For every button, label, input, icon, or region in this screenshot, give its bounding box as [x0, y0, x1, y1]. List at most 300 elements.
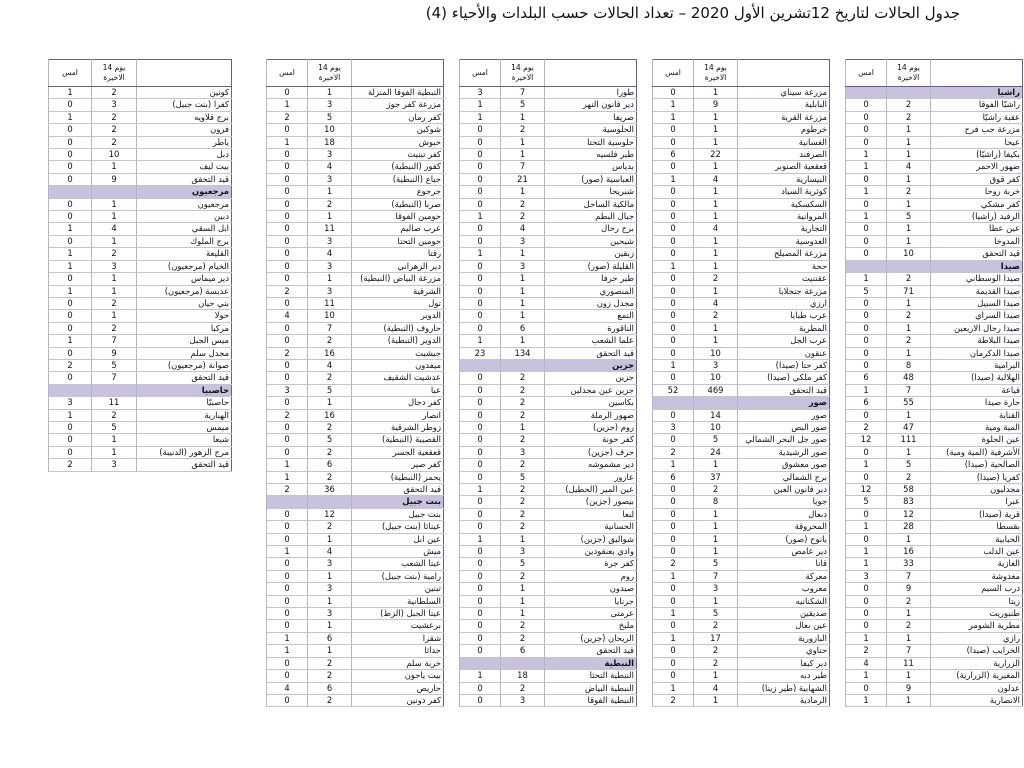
last-14-days-cases: 1 — [92, 446, 137, 458]
last-14-days-cases: 1 — [887, 446, 931, 458]
town-name: حولا — [137, 310, 232, 322]
table-row — [49, 446, 232, 458]
district-section-row — [460, 359, 637, 371]
table-row — [49, 421, 232, 433]
last-14-days-cases: 55 — [887, 397, 931, 409]
last-14-days-cases: 1 — [887, 223, 931, 235]
last-14-days-cases: 5 — [92, 421, 137, 433]
last-14-days-cases: 83 — [887, 496, 931, 508]
table-row — [267, 608, 444, 620]
last-14-days-cases: 2 — [501, 682, 545, 694]
town-name: ميمس — [137, 421, 232, 433]
yesterday-cases: 1 — [846, 186, 887, 198]
table-row — [846, 111, 1023, 123]
town-name: جبشيت — [352, 347, 444, 359]
yesterday-cases: 0 — [460, 508, 501, 520]
last-14-days-cases: 3 — [501, 260, 545, 272]
last-14-days-cases: 9 — [92, 173, 137, 185]
last-14-days-cases: 1 — [501, 297, 545, 309]
town-name: انصار — [352, 409, 444, 421]
yesterday-cases: 0 — [267, 397, 308, 409]
last-14-days-cases: 7 — [92, 335, 137, 347]
town-name: عيحا — [931, 136, 1023, 148]
last-14-days-cases: 2 — [92, 87, 137, 99]
last-14-days-cases: 1 — [887, 297, 931, 309]
last-14-days-cases: 3 — [308, 285, 352, 297]
last-14-days-cases: 1 — [501, 310, 545, 322]
yesterday-cases: 1 — [846, 384, 887, 396]
last-14-days-cases: 5 — [887, 211, 931, 223]
town-name: مجدل زون — [545, 297, 637, 309]
yesterday-cases: 1 — [653, 608, 694, 620]
yesterday-cases: 0 — [460, 682, 501, 694]
yesterday-cases: 0 — [460, 645, 501, 657]
table-row — [460, 223, 637, 235]
table-row — [49, 260, 232, 272]
town-name: قيد التحقق — [738, 384, 830, 396]
last-14-days-cases: 1 — [694, 87, 738, 99]
last-14-days-cases: 36 — [308, 484, 352, 496]
yesterday-cases: 0 — [267, 149, 308, 161]
town-name: كفر ملكي (صيدا) — [738, 372, 830, 384]
header-yesterday: امس — [846, 60, 887, 87]
town-name: عيتا الجبل (الزط) — [352, 608, 444, 620]
last-14-days-cell — [501, 657, 545, 669]
yesterday-cell — [846, 87, 887, 99]
last-14-days-cases: 12 — [887, 508, 931, 520]
table-row — [653, 446, 830, 458]
table-row — [653, 173, 830, 185]
last-14-days-cases: 10 — [694, 372, 738, 384]
table-row — [49, 397, 232, 409]
table-row — [653, 273, 830, 285]
town-name: عين ابل — [352, 533, 444, 545]
yesterday-cases: 0 — [653, 285, 694, 297]
town-name: الغازية — [931, 558, 1023, 570]
town-name: صور البص — [738, 421, 830, 433]
last-14-days-cases: 3 — [308, 583, 352, 595]
last-14-days-cases: 469 — [694, 384, 738, 396]
last-14-days-cases: 1 — [501, 136, 545, 148]
last-14-days-cases: 3 — [308, 173, 352, 185]
town-name: عرب طبايا — [738, 310, 830, 322]
header-location — [137, 60, 232, 87]
town-name: الشكنانيه — [738, 595, 830, 607]
table-row — [267, 372, 444, 384]
town-name: بني حيان — [137, 297, 232, 309]
last-14-days-cases: 2 — [308, 521, 352, 533]
town-name: رامية (بنت جبيل) — [352, 570, 444, 582]
table-row — [49, 297, 232, 309]
last-14-days-cases: 1 — [887, 533, 931, 545]
yesterday-cases: 0 — [653, 670, 694, 682]
yesterday-cases: 6 — [653, 471, 694, 483]
last-14-days-cases: 5 — [694, 434, 738, 446]
yesterday-cases: 0 — [846, 409, 887, 421]
table-row — [846, 421, 1023, 433]
yesterday-cases: 6 — [846, 372, 887, 384]
yesterday-cases: 0 — [460, 124, 501, 136]
yesterday-cases: 4 — [267, 682, 308, 694]
town-name: حبوش — [352, 136, 444, 148]
town-name: مالكية الساحل — [545, 198, 637, 210]
last-14-days-cell — [92, 186, 137, 198]
town-name: حلوسية التحتا — [545, 136, 637, 148]
district-section-row — [846, 260, 1023, 272]
last-14-days-cases: 1 — [501, 608, 545, 620]
table-row — [460, 372, 637, 384]
yesterday-cases: 0 — [460, 285, 501, 297]
last-14-days-cases: 3 — [501, 235, 545, 247]
yesterday-cell — [846, 260, 887, 272]
yesterday-cases: 0 — [460, 632, 501, 644]
table-row — [653, 508, 830, 520]
yesterday-cases: 0 — [846, 682, 887, 694]
last-14-days-cases: 3 — [92, 99, 137, 111]
table-row — [49, 372, 232, 384]
yesterday-cases: 0 — [49, 322, 92, 334]
last-14-days-cases: 47 — [887, 421, 931, 433]
cases-table-rashaya-saida — [845, 59, 1023, 707]
table-row — [846, 459, 1023, 471]
yesterday-cases: 0 — [267, 508, 308, 520]
table-row — [653, 484, 830, 496]
town-name: شبعا — [137, 434, 232, 446]
town-name: صور جل البحر الشمالي — [738, 434, 830, 446]
yesterday-cases: 0 — [267, 670, 308, 682]
town-name: زيتا — [931, 595, 1023, 607]
last-14-days-cases: 1 — [501, 285, 545, 297]
town-name: خربة سلم — [352, 657, 444, 669]
yesterday-cases: 0 — [653, 484, 694, 496]
yesterday-cases: 0 — [460, 223, 501, 235]
yesterday-cases: 23 — [460, 347, 501, 359]
town-name: كفريا (صيدا) — [931, 471, 1023, 483]
last-14-days-cases: 1 — [308, 397, 352, 409]
yesterday-cases: 1 — [846, 149, 887, 161]
town-name: الزرارية — [931, 657, 1023, 669]
last-14-days-cell — [308, 496, 352, 508]
last-14-days-cases: 2 — [92, 297, 137, 309]
town-name: قانا — [738, 558, 830, 570]
yesterday-cases: 0 — [653, 248, 694, 260]
yesterday-cases: 12 — [846, 434, 887, 446]
yesterday-cases: 1 — [846, 521, 887, 533]
town-name: بيت ياحون — [352, 670, 444, 682]
town-name: حومين التحتا — [352, 235, 444, 247]
table-row — [846, 384, 1023, 396]
town-name: قيد التحقق — [545, 347, 637, 359]
yesterday-cases: 2 — [267, 484, 308, 496]
last-14-days-cases: 4 — [501, 223, 545, 235]
yesterday-cases: 4 — [267, 310, 308, 322]
yesterday-cases: 0 — [653, 508, 694, 520]
table-row — [49, 310, 232, 322]
yesterday-cases: 0 — [267, 223, 308, 235]
last-14-days-cases: 11 — [308, 297, 352, 309]
table-row — [460, 595, 637, 607]
town-name: مزرعة سيناي — [738, 87, 830, 99]
yesterday-cases: 0 — [267, 521, 308, 533]
last-14-days-cases: 9 — [887, 583, 931, 595]
last-14-days-cases: 5 — [501, 471, 545, 483]
last-14-days-cases: 1 — [308, 570, 352, 582]
town-name: عين بعال — [738, 620, 830, 632]
table-row — [49, 285, 232, 297]
last-14-days-cases: 7 — [501, 161, 545, 173]
town-name: مرج الزهور (الدنيبة) — [137, 446, 232, 458]
town-name: حارة صيدا — [931, 397, 1023, 409]
table-row — [49, 87, 232, 99]
town-name: طورا — [545, 87, 637, 99]
table-row — [49, 409, 232, 421]
yesterday-cases: 2 — [49, 359, 92, 371]
last-14-days-cases: 2 — [694, 310, 738, 322]
table-header-row — [49, 60, 232, 87]
table-row — [267, 409, 444, 421]
yesterday-cases: 1 — [460, 484, 501, 496]
yesterday-cases: 0 — [846, 322, 887, 334]
table-header-row — [846, 60, 1023, 87]
yesterday-cases: 0 — [846, 235, 887, 247]
cases-table — [652, 59, 830, 707]
town-name: وادي بعنقودين — [545, 546, 637, 558]
town-name: شقرا — [352, 632, 444, 644]
yesterday-cases: 0 — [653, 645, 694, 657]
last-14-days-cases: 2 — [501, 124, 545, 136]
yesterday-cases: 1 — [846, 273, 887, 285]
table-row — [460, 409, 637, 421]
last-14-days-cases: 1 — [501, 533, 545, 545]
cases-table-tyre-jezzine-nabatieh — [459, 59, 637, 707]
last-14-days-cases: 134 — [501, 347, 545, 359]
last-14-days-cases: 10 — [694, 347, 738, 359]
table-row — [267, 570, 444, 582]
yesterday-cases: 2 — [846, 421, 887, 433]
table-row — [653, 632, 830, 644]
table-row — [460, 397, 637, 409]
town-name: مزرعة البياض (النبطية) — [352, 273, 444, 285]
yesterday-cases: 0 — [460, 421, 501, 433]
yesterday-cases: 0 — [846, 595, 887, 607]
last-14-days-cases: 2 — [501, 496, 545, 508]
yesterday-cases: 0 — [653, 546, 694, 558]
table-row — [460, 186, 637, 198]
town-name: جزين عين مجدلين — [545, 384, 637, 396]
last-14-days-cases: 4 — [887, 161, 931, 173]
town-name: عين المير (الحطيل) — [545, 484, 637, 496]
last-14-days-cases: 3 — [501, 546, 545, 558]
table-row — [460, 496, 637, 508]
table-row — [846, 471, 1023, 483]
yesterday-cases: 0 — [653, 409, 694, 421]
last-14-days-cases: 2 — [501, 459, 545, 471]
last-14-days-cases: 6 — [308, 682, 352, 694]
last-14-days-cases: 1 — [501, 186, 545, 198]
last-14-days-cases: 2 — [501, 484, 545, 496]
town-name: جباع (النبطية) — [352, 173, 444, 185]
yesterday-cases: 0 — [460, 322, 501, 334]
table-row — [460, 471, 637, 483]
town-name: القليعة — [137, 248, 232, 260]
district-name: جزين — [545, 359, 637, 371]
town-name: صريفا — [545, 111, 637, 123]
town-name: علما الشعب — [545, 335, 637, 347]
yesterday-cases: 2 — [267, 285, 308, 297]
yesterday-cases: 0 — [49, 124, 92, 136]
town-name: جويا — [738, 496, 830, 508]
town-name: عقبة راشيّا — [931, 111, 1023, 123]
last-14-days-cases: 1 — [694, 335, 738, 347]
table-row — [460, 235, 637, 247]
table-row — [653, 384, 830, 396]
town-name: بيت ليف — [137, 161, 232, 173]
yesterday-cases: 0 — [460, 173, 501, 185]
town-name: السلطانية — [352, 595, 444, 607]
yesterday-cases: 0 — [460, 546, 501, 558]
town-name: النبطية الفوقا المنزلة — [352, 87, 444, 99]
table-row — [460, 248, 637, 260]
town-name: بيصور (جزين) — [545, 496, 637, 508]
yesterday-cases: 6 — [846, 397, 887, 409]
yesterday-cases: 0 — [846, 297, 887, 309]
yesterday-cases: 1 — [267, 546, 308, 558]
last-14-days-cases: 1 — [92, 161, 137, 173]
district-section-row — [653, 397, 830, 409]
table-row — [267, 484, 444, 496]
yesterday-cases: 1 — [49, 285, 92, 297]
yesterday-cases: 1 — [653, 111, 694, 123]
town-name: عرب صاليم — [352, 223, 444, 235]
town-name: تبنين — [352, 583, 444, 595]
yesterday-cases: 0 — [267, 235, 308, 247]
last-14-days-cases: 10 — [694, 421, 738, 433]
last-14-days-cases: 5 — [887, 459, 931, 471]
yesterday-cases: 1 — [267, 136, 308, 148]
yesterday-cases: 0 — [653, 136, 694, 148]
yesterday-cases: 0 — [460, 186, 501, 198]
town-name: عدشيت الشقيف — [352, 372, 444, 384]
yesterday-cases: 0 — [49, 198, 92, 210]
yesterday-cases: 0 — [267, 595, 308, 607]
yesterday-cases: 0 — [460, 471, 501, 483]
yesterday-cases: 0 — [460, 310, 501, 322]
last-14-days-cases: 1 — [887, 632, 931, 644]
yesterday-cases: 0 — [653, 211, 694, 223]
town-name: دير ميماس — [137, 273, 232, 285]
yesterday-cases: 0 — [653, 372, 694, 384]
town-name: عدلون — [931, 682, 1023, 694]
table-row — [653, 285, 830, 297]
table-row — [653, 359, 830, 371]
last-14-days-cases: 1 — [694, 186, 738, 198]
table-row — [846, 359, 1023, 371]
town-name: مزرعة جنجلايا — [738, 285, 830, 297]
yesterday-cases: 0 — [267, 335, 308, 347]
last-14-days-cases: 58 — [887, 484, 931, 496]
table-row — [49, 198, 232, 210]
yesterday-cases: 3 — [460, 87, 501, 99]
yesterday-cases: 0 — [49, 136, 92, 148]
yesterday-cases: 0 — [653, 310, 694, 322]
yesterday-cases: 0 — [460, 136, 501, 148]
town-name: برج رحال — [545, 223, 637, 235]
last-14-days-cases: 10 — [92, 149, 137, 161]
table-row — [846, 645, 1023, 657]
yesterday-cases: 0 — [653, 273, 694, 285]
table-row — [267, 670, 444, 682]
yesterday-cases: 0 — [460, 273, 501, 285]
town-name: الحبابية — [931, 533, 1023, 545]
town-name: كفر قوق — [931, 173, 1023, 185]
town-name: طير فلسيه — [545, 149, 637, 161]
last-14-days-cases: 6 — [501, 322, 545, 334]
town-name: عين عطا — [931, 223, 1023, 235]
last-14-days-cases: 7 — [887, 645, 931, 657]
yesterday-cases: 1 — [846, 211, 887, 223]
last-14-days-cases: 5 — [308, 384, 352, 396]
town-name: عرب الجل — [738, 335, 830, 347]
last-14-days-cases: 11 — [887, 657, 931, 669]
cases-table-marjayoun-hasbaya — [48, 59, 232, 472]
last-14-days-cases: 2 — [501, 372, 545, 384]
last-14-days-cases: 48 — [887, 372, 931, 384]
yesterday-cases: 0 — [460, 521, 501, 533]
table-row — [267, 136, 444, 148]
table-row — [460, 632, 637, 644]
yesterday-cases: 0 — [846, 111, 887, 123]
yesterday-cases: 0 — [846, 136, 887, 148]
yesterday-cases: 0 — [460, 235, 501, 247]
last-14-days-cases: 3 — [308, 149, 352, 161]
table-row — [49, 211, 232, 223]
yesterday-cases: 2 — [653, 446, 694, 458]
table-row — [460, 297, 637, 309]
town-name: روم — [545, 570, 637, 582]
district-name: صيدا — [931, 260, 1023, 272]
table-row — [653, 347, 830, 359]
last-14-days-cases: 2 — [694, 620, 738, 632]
table-row — [460, 533, 637, 545]
table-row — [460, 484, 637, 496]
table-row — [653, 235, 830, 247]
last-14-days-cases: 1 — [887, 670, 931, 682]
table-row — [49, 173, 232, 185]
yesterday-cases: 0 — [846, 583, 887, 595]
town-name: كفر رمان — [352, 111, 444, 123]
town-name: حناوي — [738, 645, 830, 657]
town-name: المطرية — [738, 322, 830, 334]
last-14-days-cases: 1 — [308, 595, 352, 607]
header-last-14-days: 14 يوم الاخيرة — [501, 60, 545, 87]
last-14-days-cases: 1 — [92, 310, 137, 322]
header-yesterday: امس — [653, 60, 694, 87]
cases-table — [266, 59, 444, 707]
table-row — [846, 558, 1023, 570]
last-14-days-cases: 1 — [887, 173, 931, 185]
table-row — [846, 496, 1023, 508]
table-row — [267, 384, 444, 396]
last-14-days-cases: 3 — [501, 694, 545, 706]
table-row — [267, 186, 444, 198]
town-name: صيدون — [545, 583, 637, 595]
table-row — [49, 124, 232, 136]
last-14-days-cases: 10 — [308, 124, 352, 136]
town-name: يانوح (صور) — [738, 533, 830, 545]
yesterday-cases: 0 — [267, 533, 308, 545]
last-14-days-cases: 6 — [501, 645, 545, 657]
header-last-14-days: 14 يوم الاخيرة — [92, 60, 137, 87]
